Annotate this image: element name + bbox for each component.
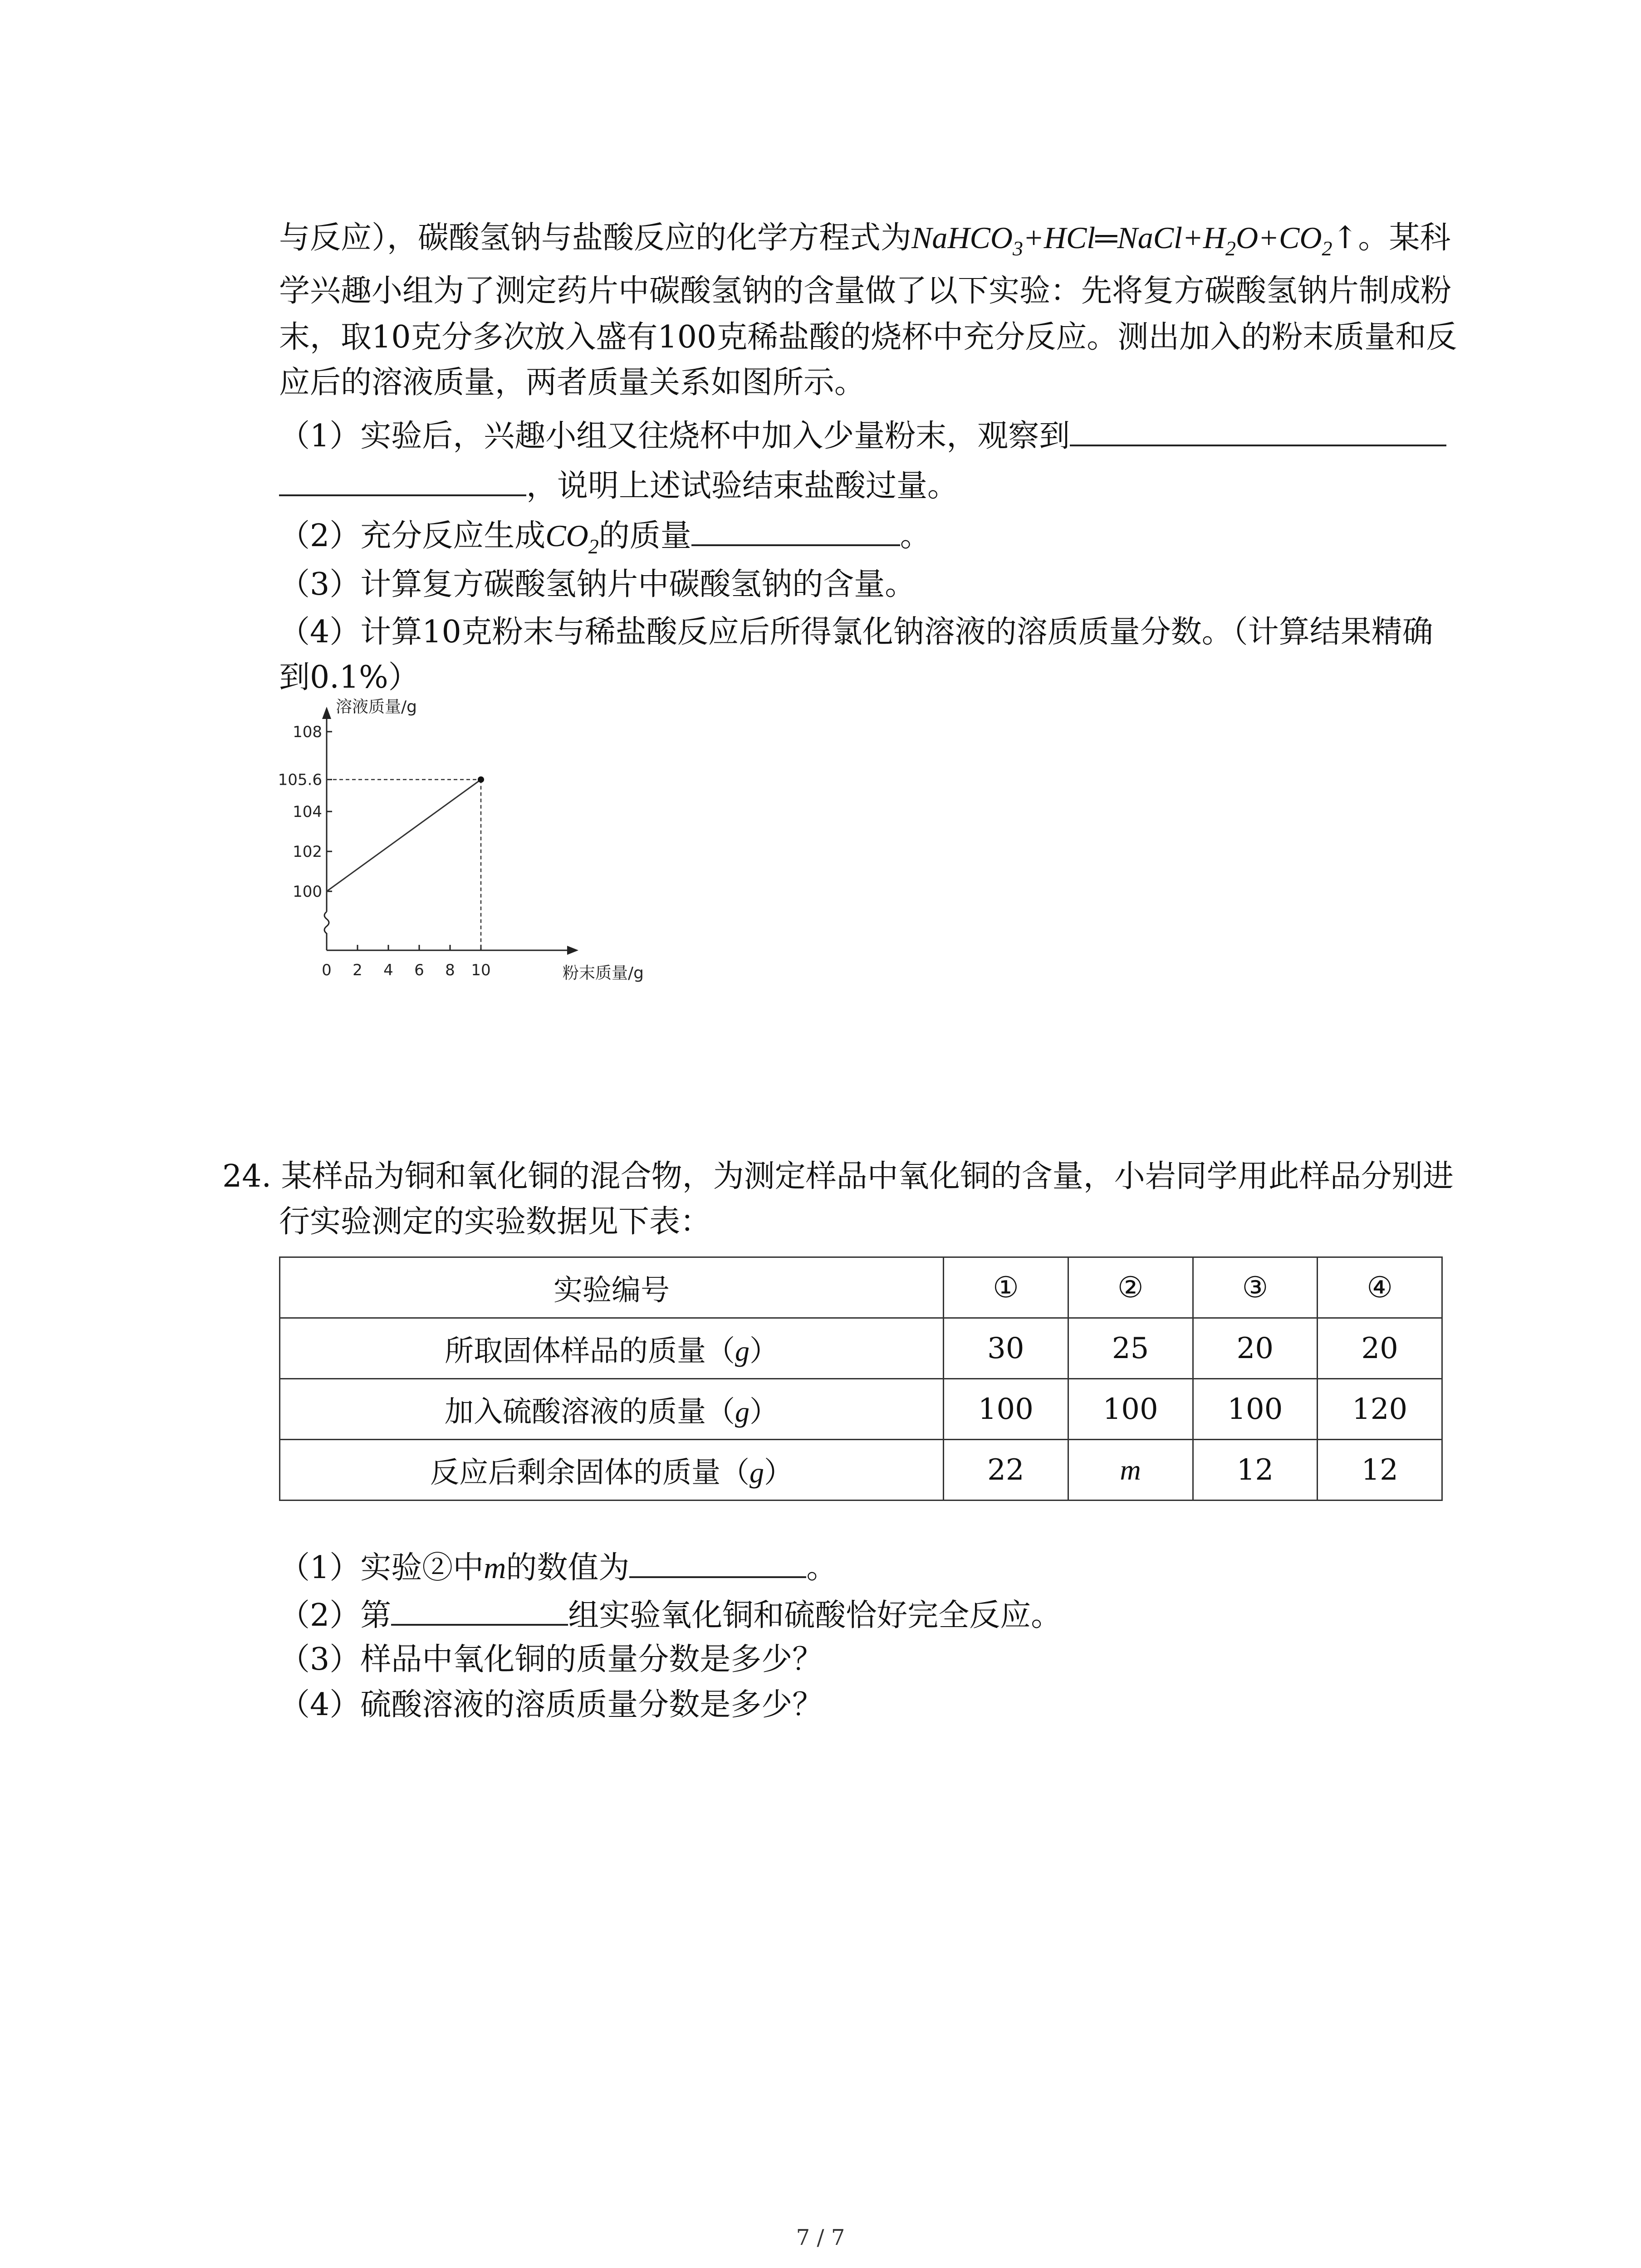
q23-part3: （3）计算复方碳酸氢钠片中碳酸氢钠的含量。	[279, 567, 916, 602]
x-tick-label: 10	[471, 961, 491, 979]
q23-part4-cont: 到0.1%）	[279, 660, 419, 695]
table-row	[280, 1318, 1442, 1379]
answer-blank-3[interactable]	[629, 1549, 806, 1578]
y-tick-label: 105.6	[278, 771, 322, 789]
table-cell: 20	[1318, 1318, 1442, 1379]
axis-break-icon	[324, 912, 329, 950]
x-tick-label: 2	[353, 961, 362, 979]
x-tick-label: 4	[383, 961, 393, 979]
table-cell: 100	[1193, 1379, 1318, 1440]
q24-sub2: （2）第 组实验氧化铜和硫酸恰好完全反应。	[279, 1598, 1062, 1633]
x-tick-label: 0	[322, 961, 332, 979]
q24-sub4: （4）硫酸溶液的溶质质量分数是多少？	[279, 1687, 823, 1723]
table-cell: 30	[944, 1318, 1068, 1379]
table-header-cell: ④	[1318, 1257, 1442, 1318]
x-axis-arrow-icon	[567, 946, 578, 955]
q24-sub3: （3）样品中氧化铜的质量分数是多少？	[279, 1642, 823, 1677]
row-label: 所取固体样品的质量（g）	[280, 1318, 944, 1379]
q23-line1: 与反应），碳酸氢钠与盐酸反应的化学方程式为$NaHCO_3+HCl═NaCl+H_2O+CO_2↑$。某科	[279, 220, 1451, 260]
x-tick-label: 6	[414, 961, 424, 979]
table-cell: 25	[1068, 1318, 1193, 1379]
answer-blank-4[interactable]	[391, 1597, 568, 1626]
table-header-cell: 实验编号	[280, 1257, 944, 1318]
y-axis-label: 溶液质量/g	[336, 698, 417, 716]
chem-equation: $NaHCO_3+HCl═NaCl+H_2O+CO_2$	[911, 220, 1332, 260]
table-header-cell: ③	[1193, 1257, 1318, 1318]
x-tick-label: 8	[445, 961, 455, 979]
row-label: 反应后剩余固体的质量（g）	[280, 1440, 944, 1501]
series-line	[327, 780, 481, 891]
q23-part1: （1）实验后，兴趣小组又往烧杯中加入少量粉末，观察到	[279, 417, 1446, 452]
y-tick-label: 102	[293, 843, 322, 861]
q23-line4: 应后的溶液质量，两者质量关系如图所示。	[279, 365, 866, 401]
table-cell: 22	[944, 1440, 1068, 1501]
answer-blank-1b[interactable]	[279, 467, 526, 496]
table-cell: 100	[944, 1379, 1068, 1440]
q24-sub1: （1）实验②中m的数值为 。	[279, 1550, 838, 1586]
row-label: 加入硫酸溶液的质量（g）	[280, 1379, 944, 1440]
answer-blank-2[interactable]	[691, 517, 900, 546]
table-cell: 120	[1318, 1379, 1442, 1440]
table-cell: m	[1068, 1440, 1193, 1501]
q24-line2: 行实验测定的实验数据见下表：	[279, 1204, 711, 1240]
answer-blank-1[interactable]	[1070, 417, 1446, 446]
x-axis-label: 粉末质量/g	[563, 964, 644, 982]
table-cell: 100	[1068, 1379, 1193, 1440]
q24-line1: 24. 某样品为铜和氧化铜的混合物，为测定样品中氧化铜的含量，小岩同学用此样品分别进	[222, 1158, 1454, 1194]
table-header-cell: ②	[1068, 1257, 1193, 1318]
table-row	[280, 1440, 1442, 1501]
table-header-row	[280, 1257, 1442, 1318]
q23-line1-text: 与反应），碳酸氢钠与盐酸反应的化学方程式为	[279, 220, 912, 256]
q23-part4: （4）计算10克粉末与稀盐酸反应后所得氯化钠溶液的溶质质量分数。（计算结果精确	[279, 614, 1433, 650]
y-axis-arrow-icon	[322, 707, 331, 719]
experiment-table	[279, 1256, 1443, 1501]
q23-line2: 学兴趣小组为了测定药片中碳酸氢钠的含量做了以下实验：先将复方碳酸氢钠片制成粉	[279, 273, 1452, 309]
table-cell: 20	[1193, 1318, 1318, 1379]
table-cell: 12	[1193, 1440, 1318, 1501]
table-header-cell: ①	[944, 1257, 1068, 1318]
table-cell: 12	[1318, 1440, 1442, 1501]
data-point	[478, 777, 484, 783]
gas-arrow-icon: ↑	[1332, 220, 1358, 256]
y-tick-label: 104	[293, 803, 322, 821]
y-tick-label: 108	[293, 723, 322, 741]
table-row	[280, 1379, 1442, 1440]
solution-mass-chart	[272, 698, 644, 982]
page-number: 7 / 7	[796, 2225, 845, 2250]
q23-part1-cont: ，说明上述试验结束盐酸过量。	[279, 467, 958, 502]
y-tick-label: 100	[293, 883, 322, 901]
q23-part2: （2）充分反应生成$CO_2$的质量 。	[279, 518, 931, 558]
q23-line3: 末，取10克分多次放入盛有100克稀盐酸的烧杯中充分反应。测出加入的粉末质量和反	[279, 319, 1457, 355]
